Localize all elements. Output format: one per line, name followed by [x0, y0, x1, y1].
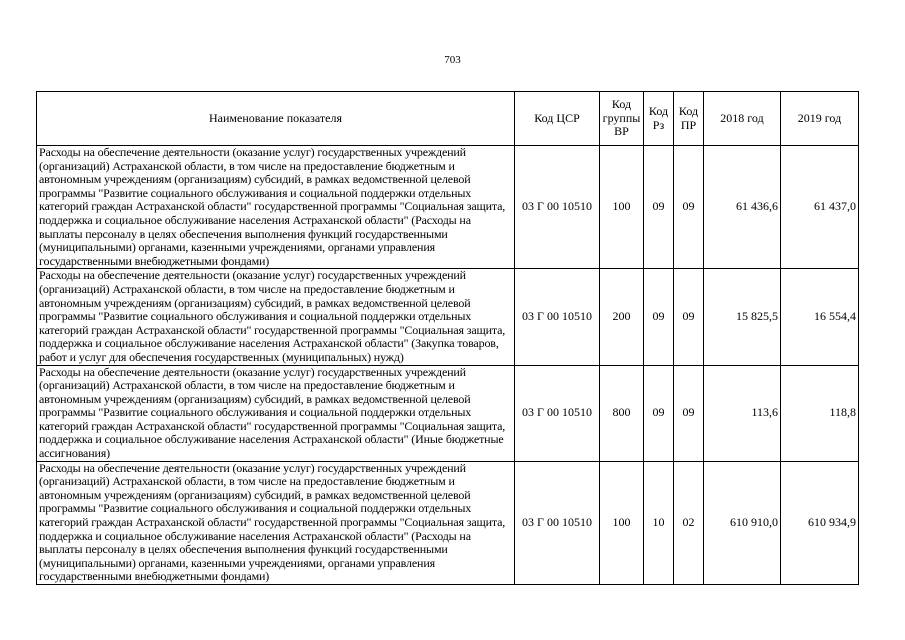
row-2019: 61 437,0 [781, 146, 859, 269]
row-pr: 09 [674, 365, 704, 461]
row-csr: 03 Г 00 10510 [515, 461, 600, 584]
row-csr: 03 Г 00 10510 [515, 269, 600, 365]
header-vr-line3: ВР [614, 124, 629, 139]
row-csr: 03 Г 00 10510 [515, 146, 600, 269]
row-rz: 10 [644, 461, 674, 584]
header-row [37, 92, 859, 146]
row-rz: 09 [644, 365, 674, 461]
row-name: Расходы на обеспечение деятельности (оказание услуг) государственных учреждений (организаций) Астраханской области, в том числе на предоставление бюджетным и автономным учреждениям (организациям) субсидий, в рамках ведомственной целевой программы "Развитие социального обслуживания и социальной поддержки отдельных категорий граждан Астраханской области" государственной программы "Социальная защита, поддержка и социальное обслуживание населения Астраханской области" (Расходы на выплаты персоналу в целях обеспечения выполнения функций государственными (муниципальными) органами, казенными учреждениями, органами управления государственными внебюджетными фондами) [37, 146, 515, 269]
row-rz: 09 [644, 269, 674, 365]
row-vr: 200 [600, 269, 644, 365]
row-name: Расходы на обеспечение деятельности (оказание услуг) государственных учреждений (организаций) Астраханской области, в том числе на предоставление бюджетным и автономным учреждениям (организациям) субсидий, в рамках ведомственной целевой программы "Развитие социального обслуживания и социальной поддержки отдельных категорий граждан Астраханской области" государственной программы "Социальная защита, поддержка и социальное обслуживание населения Астраханской области" (Закупка товаров, работ и услуг для обеспечения государственных (муниципальных) нужд) [37, 269, 515, 365]
row-name: Расходы на обеспечение деятельности (оказание услуг) государственных учреждений (организаций) Астраханской области, в том числе на предоставление бюджетным и автономным учреждениям (организациям) субсидий, в рамках ведомственной целевой программы "Развитие социального обслуживания и социальной поддержки отдельных категорий граждан Астраханской области" государственной программы "Социальная защита, поддержка и социальное обслуживание населения Астраханской области" (Расходы на выплаты персоналу в целях обеспечения выполнения функций государственными (муниципальными) органами, казенными учреждениями, органами управления государственными внебюджетными фондами) [37, 461, 515, 584]
row-pr: 09 [674, 269, 704, 365]
row-pr: 02 [674, 461, 704, 584]
row-2019: 610 934,9 [781, 461, 859, 584]
header-name-label: Наименование показателя [209, 110, 342, 125]
header-vr-line2: группы [602, 110, 641, 125]
header-name [37, 92, 515, 146]
page-number: 703 [444, 54, 461, 66]
header-csr-label: Код ЦСР [534, 110, 580, 125]
row-vr: 100 [600, 146, 644, 269]
header-csr [515, 92, 600, 146]
header-2018-label: 2018 год [720, 110, 764, 125]
table-row [37, 146, 859, 269]
header-rz-line2: Рз [652, 117, 665, 132]
row-csr: 03 Г 00 10510 [515, 365, 600, 461]
row-name: Расходы на обеспечение деятельности (оказание услуг) государственных учреждений (организаций) Астраханской области, в том числе на предоставление бюджетным и автономным учреждениям (организациям) субсидий, в рамках ведомственной целевой программы "Развитие социального обслуживания и социальной поддержки отдельных категорий граждан Астраханской области" государственной программы "Социальная защита, поддержка и социальное обслуживание населения Астраханской области" (Иные бюджетные ассигнования) [37, 365, 515, 461]
header-vr-line1: Код [611, 97, 632, 112]
table-row [37, 365, 859, 461]
table-row [37, 461, 859, 584]
table-row [37, 269, 859, 365]
row-2019: 118,8 [781, 365, 859, 461]
header-pr-line1: Код [678, 103, 699, 118]
row-pr: 09 [674, 146, 704, 269]
header-rz-line1: Код [648, 103, 669, 118]
header-2019-label: 2019 год [797, 110, 842, 125]
row-2018: 61 436,6 [704, 146, 781, 269]
header-rz [644, 92, 674, 146]
row-2019: 16 554,4 [781, 269, 859, 365]
row-vr: 100 [600, 461, 644, 584]
budget-table [36, 91, 859, 585]
row-2018: 113,6 [704, 365, 781, 461]
row-2018: 15 825,5 [704, 269, 781, 365]
header-pr-line2: ПР [680, 117, 697, 132]
row-rz: 09 [644, 146, 674, 269]
header-pr [674, 92, 704, 146]
row-2018: 610 910,0 [704, 461, 781, 584]
row-vr: 800 [600, 365, 644, 461]
header-vr [600, 92, 644, 146]
header-2019 [781, 92, 859, 146]
header-2018 [704, 92, 781, 146]
